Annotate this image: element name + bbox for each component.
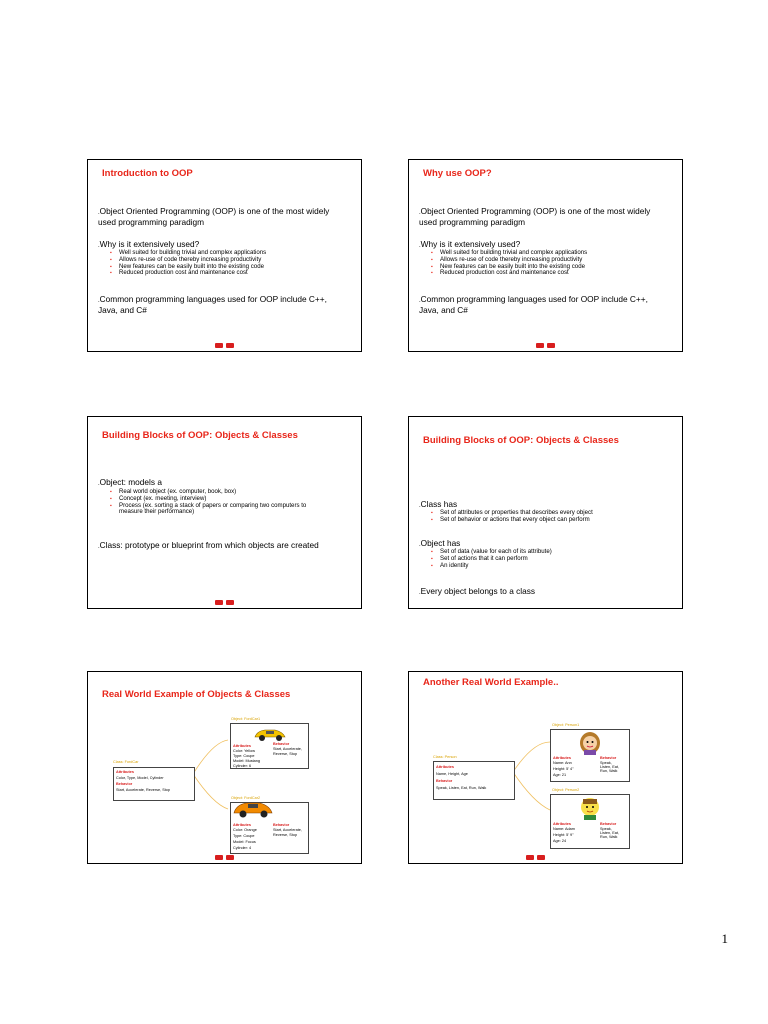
prev-slide-button[interactable] xyxy=(215,600,223,605)
list-item: ▪ Well suited for building trivial and complex applications xyxy=(431,250,672,257)
slide-building-blocks-1 xyxy=(87,416,362,609)
attributes-heading: Attributes xyxy=(116,770,134,774)
behavior-heading: Behavior xyxy=(273,823,290,827)
prev-slide-button[interactable] xyxy=(215,855,223,860)
behavior-value: Listen, Eat, xyxy=(600,831,619,835)
list-item: ▪ New features can be easily built into the existing code xyxy=(431,264,672,271)
next-slide-button[interactable] xyxy=(226,600,234,605)
class-box xyxy=(113,767,195,801)
yellow-car-icon xyxy=(253,726,287,742)
list-item: ▪ Set of behavior or actions that every object can perform xyxy=(431,517,672,524)
attribute-value: Cylinder: 4 xyxy=(233,846,252,850)
class-label: Class: Person xyxy=(433,755,457,759)
slide-another-real-world-example xyxy=(408,671,683,864)
bullet-list xyxy=(431,549,672,569)
attributes-heading: Attributes xyxy=(233,744,251,748)
slide-title: Building Blocks of OOP: Objects & Classes xyxy=(102,430,298,441)
slide-nav xyxy=(536,343,555,348)
behavior-value: Run, Walk xyxy=(600,835,618,839)
slide-paragraph: .Class has xyxy=(419,499,458,509)
slide-title: Real World Example of Objects & Classes xyxy=(102,689,291,700)
slide-paragraph: .Why is it extensively used? xyxy=(419,239,521,249)
bullet-list xyxy=(431,510,672,524)
attributes-value: Name, Height, Age xyxy=(436,772,468,776)
object-label: Object: Person2 xyxy=(552,788,580,792)
slide-title: Building Blocks of OOP: Objects & Classes xyxy=(423,435,619,446)
slide-nav xyxy=(215,343,234,348)
behavior-heading: Behavior xyxy=(600,822,617,826)
list-item: ▪ Real world object (ex. computer, book, box) xyxy=(110,489,351,496)
next-slide-button[interactable] xyxy=(226,855,234,860)
slide-paragraph: .Object has xyxy=(419,538,461,548)
behavior-value: Start, Accelerate, Reverse, Stop xyxy=(116,788,171,792)
attribute-value: Name: Adam xyxy=(553,827,575,831)
slide-why-use-oop xyxy=(408,159,683,352)
girl-avatar-icon xyxy=(579,731,601,755)
list-item: ▪ Set of attributes or properties that describes every object xyxy=(431,510,672,517)
prev-slide-button[interactable] xyxy=(536,343,544,348)
boy-avatar-icon xyxy=(579,796,601,820)
bullet-list xyxy=(431,250,672,277)
slide-introduction-to-oop xyxy=(87,159,362,352)
object-box xyxy=(230,723,309,769)
attribute-value: Model: Mustang xyxy=(233,759,261,763)
slide-paragraph: .Object: models a xyxy=(98,477,162,487)
behavior-value: Start, Accelerate, xyxy=(273,828,302,832)
slide-nav xyxy=(215,600,234,605)
slide-paragraph: .Common programming languages used for OOP include C++, Java, and C# xyxy=(98,294,327,315)
behavior-heading: Behavior xyxy=(116,782,133,786)
list-item: ▪ New features can be easily built into the existing code xyxy=(110,264,351,271)
object-box xyxy=(550,794,630,849)
attribute-value: Type: Coupe xyxy=(233,834,255,838)
behavior-heading: Behavior xyxy=(273,742,290,746)
attributes-heading: Attributes xyxy=(233,823,251,827)
attribute-value: Height: 5' 9" xyxy=(553,833,574,837)
list-item: ▪ Set of data (value for each of its attribute) xyxy=(431,549,672,556)
behavior-value: Speak, xyxy=(600,761,612,765)
page-number: 1 xyxy=(721,931,728,946)
next-slide-button[interactable] xyxy=(537,855,545,860)
list-item: ▪ An identity xyxy=(431,563,672,570)
attributes-heading: Attributes xyxy=(553,822,571,826)
orange-car-icon xyxy=(232,798,274,818)
slide-building-blocks-2 xyxy=(408,416,683,609)
slide-paragraph: .Class: prototype or blueprint from which objects are created xyxy=(98,540,319,550)
slide-title: Introduction to OOP xyxy=(102,168,193,179)
slide-title: Another Real World Example.. xyxy=(423,677,559,688)
attribute-value: Cylinder: 6 xyxy=(233,764,252,768)
attribute-value: Age: 24 xyxy=(553,839,567,843)
slide-title: Why use OOP? xyxy=(423,168,492,179)
list-item: ▪ Allows re-use of code thereby increasing productivity xyxy=(110,257,351,264)
object-label: Object: FordCar1 xyxy=(231,717,261,721)
slide-nav xyxy=(215,855,234,860)
attribute-value: Model: Focus xyxy=(233,840,256,844)
behavior-value: Run, Walk xyxy=(600,769,618,773)
class-label: Class: FordCar xyxy=(113,760,139,764)
slide-nav xyxy=(526,855,545,860)
attribute-value: Name: Ann xyxy=(553,761,572,765)
next-slide-button[interactable] xyxy=(226,343,234,348)
attributes-heading: Attributes xyxy=(436,765,454,769)
next-slide-button[interactable] xyxy=(547,343,555,348)
list-item: ▪ Set of actions that it can perform xyxy=(431,556,672,563)
behavior-value: Reverse, Stop xyxy=(273,752,298,756)
slide-paragraph: .Why is it extensively used? xyxy=(98,239,200,249)
list-item: ▪ Reduced production cost and maintenance cost xyxy=(431,270,672,277)
bullet-list xyxy=(110,250,351,277)
slide-paragraph: .Common programming languages used for OOP include C++, Java, and C# xyxy=(419,294,648,315)
list-item: ▪ Process (ex. sorting a stack of papers or comparing two computers to measure their performance) xyxy=(110,503,309,517)
attribute-value: Color: Yellow xyxy=(233,749,255,753)
prev-slide-button[interactable] xyxy=(526,855,534,860)
attributes-value: Color, Type, Model, Cylinder xyxy=(116,776,164,780)
bullet-list xyxy=(110,489,351,516)
slide-real-world-example xyxy=(87,671,362,864)
behavior-value: Speak, xyxy=(600,827,612,831)
attribute-value: Age: 21 xyxy=(553,773,567,777)
attributes-heading: Attributes xyxy=(553,756,571,760)
slide-paragraph: .Object Oriented Programming (OOP) is one of the most widely used programming paradigm xyxy=(98,206,330,227)
prev-slide-button[interactable] xyxy=(215,343,223,348)
list-item: ▪ Concept (ex. meeting, interview) xyxy=(110,496,351,503)
slide-paragraph: .Object Oriented Programming (OOP) is one of the most widely used programming paradigm xyxy=(419,206,651,227)
attribute-value: Height: 5' 4" xyxy=(553,767,574,771)
list-item: ▪ Allows re-use of code thereby increasing productivity xyxy=(431,257,672,264)
behavior-value: Reverse, Stop xyxy=(273,833,298,837)
object-box xyxy=(550,729,630,782)
object-label: Object: Person1 xyxy=(552,723,580,727)
behavior-heading: Behavior xyxy=(600,756,617,760)
attribute-value: Color: Orange xyxy=(233,828,257,832)
attribute-value: Type: Coupe xyxy=(233,754,255,758)
class-box xyxy=(433,761,515,800)
behavior-value: Start, Accelerate, xyxy=(273,747,302,751)
list-item: ▪ Reduced production cost and maintenance cost xyxy=(110,270,351,277)
slide-paragraph: .Every object belongs to a class xyxy=(419,586,536,596)
list-item: ▪ Well suited for building trivial and complex applications xyxy=(110,250,351,257)
behavior-value: Speak, Listen, Eat, Run, Walk xyxy=(436,786,487,790)
behavior-heading: Behavior xyxy=(436,779,453,783)
behavior-value: Listen, Eat, xyxy=(600,765,619,769)
object-label: Object: FordCar2 xyxy=(231,796,261,800)
